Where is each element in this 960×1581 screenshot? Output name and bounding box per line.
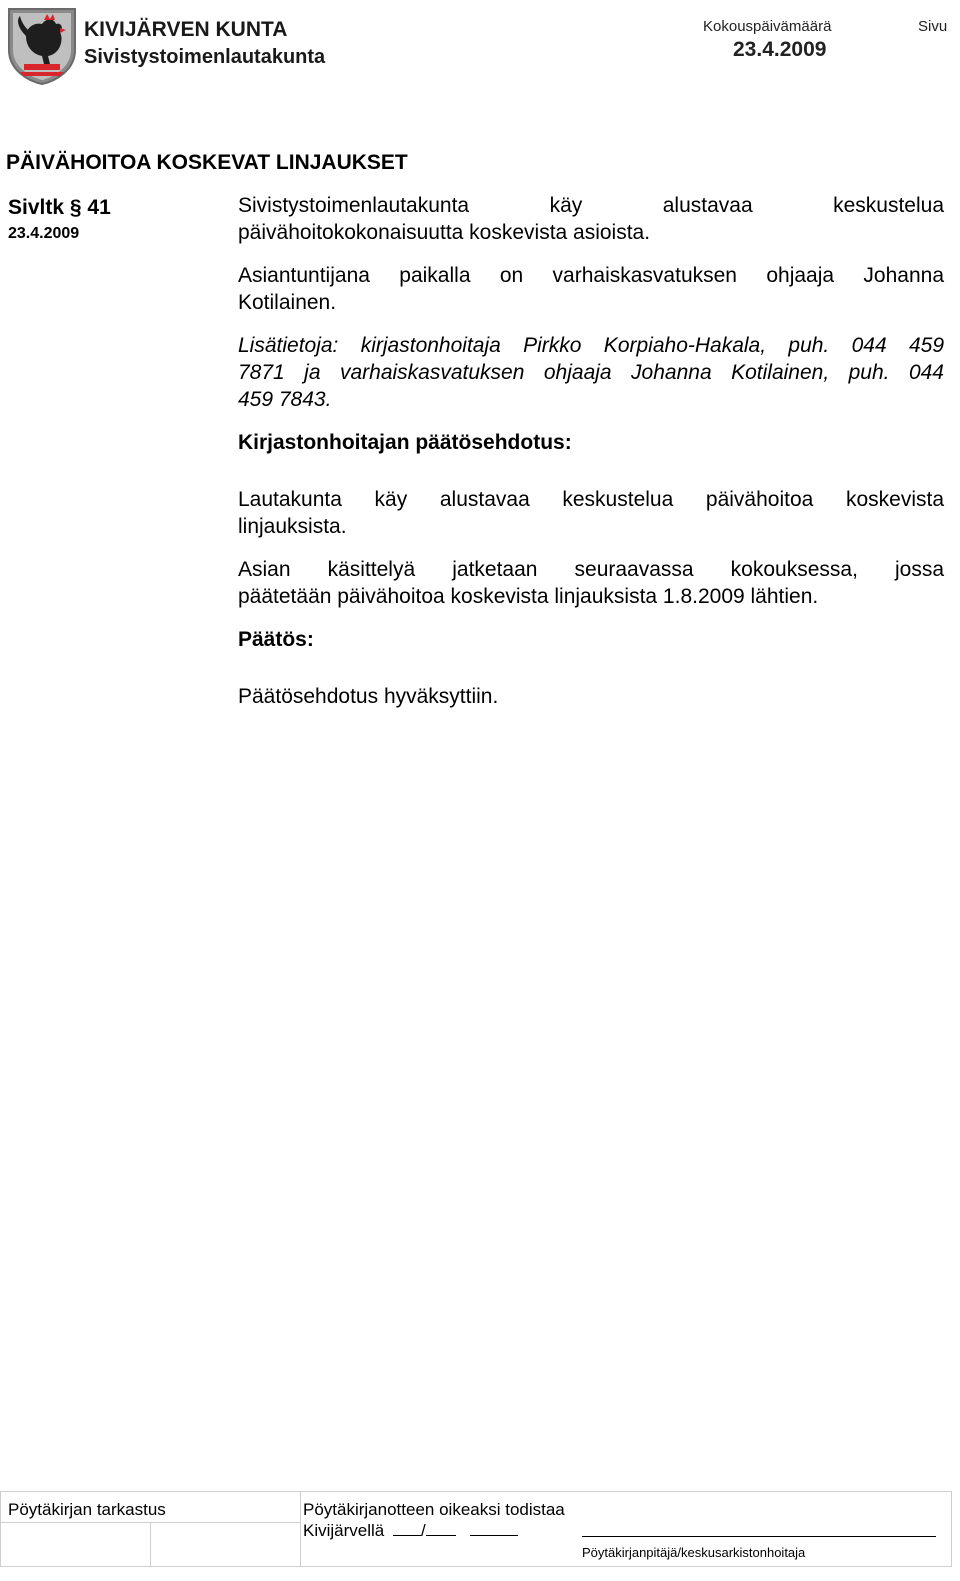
document-body <box>238 192 944 710</box>
paragraph-prefix: Sivltk <box>8 196 65 219</box>
expert-line-1: Asiantuntijana paikalla on varhaiskasvatuksen ohjaaja Johanna <box>238 264 944 287</box>
date-slash: / <box>420 1521 426 1540</box>
continuation-line-1: Asian käsittelyä jatketaan seuraavassa kokouksessa, jossa <box>238 558 944 581</box>
signer-label: Pöytäkirjanpitäjä/keskusarkistonhoitaja <box>582 1545 806 1560</box>
paragraph-id <box>8 196 111 220</box>
proposal-heading: Kirjastonhoitajan päätösehdotus: <box>238 431 572 454</box>
meeting-date-label: Kokouspäivämäärä <box>703 18 832 35</box>
board-name: Sivistystoimenlautakunta <box>84 46 326 68</box>
info-line-2: 7871 ja varhaiskasvatuksen ohjaaja Johanna Kotilainen, puh. 044 <box>238 361 944 384</box>
municipality-crest-icon <box>6 6 78 86</box>
footer-divider <box>300 1491 301 1567</box>
info-line-1: Lisätietoja: kirjastonhoitaja Pirkko Korpiaho-Hakala, puh. 044 459 <box>238 334 944 357</box>
page-title: PÄIVÄHOITOA KOSKEVAT LINJAUKSET <box>6 151 408 174</box>
info-line-3: 459 7843. <box>238 388 332 411</box>
page-label: Sivu <box>918 18 948 35</box>
year-blank <box>470 1521 518 1536</box>
organization-name: KIVIJÄRVEN KUNTA <box>84 18 288 41</box>
proposal-line-2: linjauksista. <box>238 515 347 538</box>
continuation-line-2: päätetään päivähoitoa koskevista linjauksista 1.8.2009 lähtien. <box>238 585 819 608</box>
day-blank <box>393 1521 421 1536</box>
place-label: Kivijärvellä <box>303 1521 385 1540</box>
meeting-date: 23.4.2009 <box>733 38 827 61</box>
month-blank <box>426 1521 456 1536</box>
review-label: Pöytäkirjan tarkastus <box>8 1500 166 1519</box>
intro-line-1: Sivistystoimenlautakunta käy alustavaa keskustelua <box>238 194 944 217</box>
intro-line-2: päivähoitokokonaisuutta koskevista asioista. <box>238 221 651 244</box>
proposal-line-1: Lautakunta käy alustavaa keskustelua päivähoitoa koskevista <box>238 488 944 511</box>
expert-line-2: Kotilainen. <box>238 291 337 314</box>
paragraph-number: 41 <box>87 196 111 219</box>
decision-heading: Päätös: <box>238 628 314 651</box>
signature-line <box>582 1536 936 1537</box>
certify-label: Pöytäkirjanotteen oikeaksi todistaa <box>303 1500 565 1519</box>
footer-divider <box>150 1522 151 1567</box>
decision-text: Päätösehdotus hyväksyttiin. <box>238 685 499 708</box>
certify-place-line <box>303 1521 518 1541</box>
section-sign: § <box>69 196 82 219</box>
paragraph-date: 23.4.2009 <box>8 225 80 242</box>
